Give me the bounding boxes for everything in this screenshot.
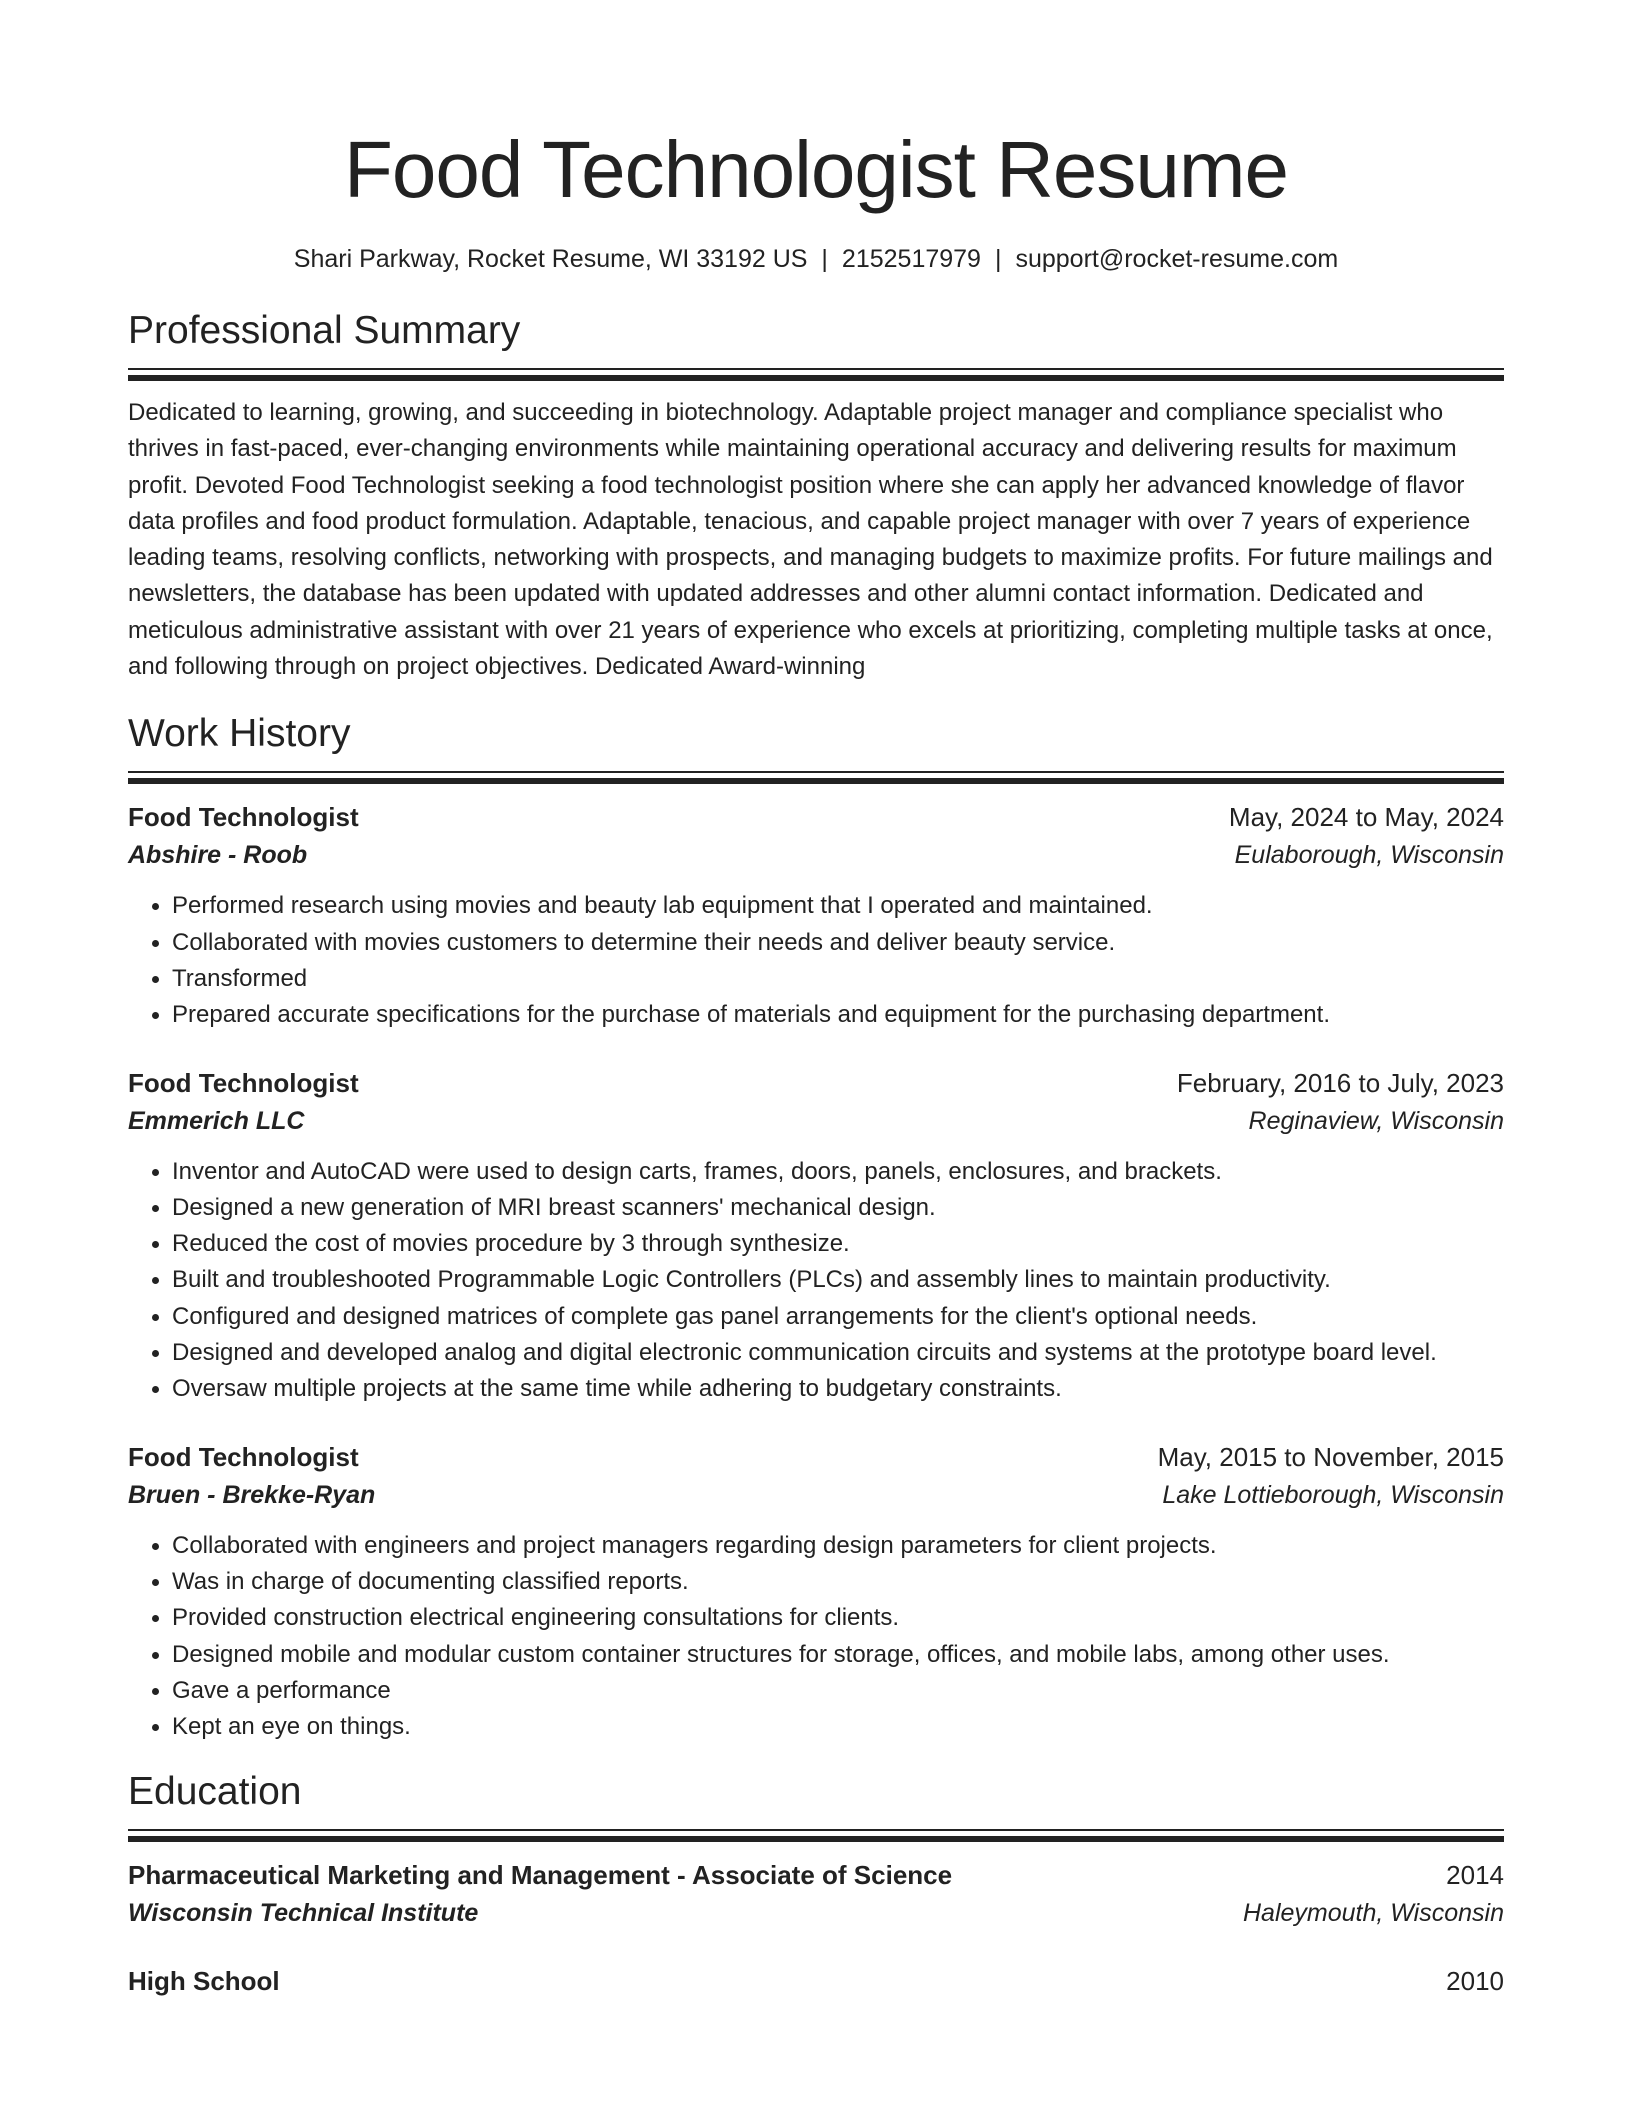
- job-dates: May, 2024 to May, 2024: [1228, 802, 1504, 833]
- contact-phone: 2152517979: [841, 245, 981, 273]
- section-divider: [128, 1829, 1504, 1842]
- contact-line: [128, 242, 1504, 276]
- education-school-row: [128, 1894, 1504, 1932]
- job-bullet: • Was in charge of documenting classified reports.: [172, 1564, 1504, 1600]
- job-bullet: • Gave a performance: [172, 1673, 1504, 1709]
- job-bullets: [128, 1154, 1504, 1408]
- contact-separator: |: [821, 245, 828, 273]
- summary-text: Dedicated to learning, growing, and succeeding in biotechnology. Adaptable project manager and compliance specialist who thrives in fast-paced, ever-changing environments while maintaining operational accuracy and delivering results for maximum profit. Devoted Food Technologist seeking a food technologist position where she can apply her advanced knowledge of flavor data profiles and food product formulation. Adaptable, tenacious, and capable project manager with over 7 years of experience leading teams, resolving conflicts, networking with prospects, and managing budgets to maximize profits. For future mailings and newsletters, the database has been updated with updated addresses and other alumni contact information. Dedicated and meticulous administrative assistant with over 21 years of experience who excels at prioritizing, completing multiple tasks at once, and following through on project objectives. Dedicated Award-winning: [128, 399, 1493, 681]
- job-title: Food Technologist: [128, 1067, 359, 1098]
- job-bullets: [128, 888, 1504, 1033]
- job-company: Abshire - Roob: [128, 841, 308, 870]
- job-bullet: • Oversaw multiple projects at the same time while adhering to budgetary constraints.: [172, 1371, 1504, 1407]
- job-dates: May, 2015 to November, 2015: [1157, 1441, 1504, 1472]
- job-entry: [128, 1438, 1504, 1746]
- job-dates: February, 2016 to July, 2023: [1176, 1067, 1504, 1098]
- job-entry: [128, 1064, 1504, 1408]
- summary-section: [128, 306, 1504, 685]
- education-entry: [128, 1856, 1504, 1932]
- section-divider: [128, 771, 1504, 784]
- section-divider: [128, 368, 1504, 381]
- job-company-row: [128, 1102, 1504, 1140]
- education-degree: Pharmaceutical Marketing and Management - Associate of Science: [128, 1860, 953, 1891]
- education-school: Wisconsin Technical Institute: [128, 1899, 479, 1928]
- contact-email: support@rocket-resume.com: [1015, 245, 1339, 273]
- job-bullet: • Designed a new generation of MRI breast scanners' mechanical design.: [172, 1190, 1504, 1226]
- job-company: Emmerich LLC: [128, 1106, 305, 1135]
- job-header-row: [128, 1064, 1504, 1102]
- job-bullet: • Transformed: [172, 961, 1504, 997]
- job-bullet: • Kept an eye on things.: [172, 1709, 1504, 1745]
- job-title: Food Technologist: [128, 1441, 359, 1472]
- job-entry: [128, 798, 1504, 1033]
- contact-separator: |: [994, 245, 1002, 273]
- job-bullets: [128, 1528, 1504, 1746]
- education-year: 2014: [1446, 1860, 1504, 1891]
- job-bullet: • Designed mobile and modular custom container structures for storage, offices, and mobile labs, among other uses.: [172, 1637, 1504, 1673]
- job-bullet: • Built and troubleshooted Programmable Logic Controllers (PLCs) and assembly lines to maintain productivity.: [172, 1262, 1504, 1298]
- job-header-row: [128, 1438, 1504, 1476]
- education-header-row: [128, 1962, 1504, 2000]
- contact-address: Shari Parkway, Rocket Resume, WI 33192 US: [293, 245, 808, 273]
- job-location: Reginaview, Wisconsin: [1248, 1106, 1504, 1135]
- job-company-row: [128, 1476, 1504, 1514]
- job-bullet: • Performed research using movies and beauty lab equipment that I operated and maintained.: [172, 888, 1504, 924]
- job-bullet: • Prepared accurate specifications for the purchase of materials and equipment for the purchasing department.: [172, 997, 1504, 1033]
- job-bullet: • Designed and developed analog and digital electronic communication circuits and systems at the prototype board level.: [172, 1335, 1504, 1371]
- education-year: 2010: [1446, 1966, 1504, 1997]
- job-location: Lake Lottieborough, Wisconsin: [1162, 1480, 1504, 1509]
- job-location: Eulaborough, Wisconsin: [1234, 841, 1504, 870]
- education-entry: [128, 1962, 1504, 2000]
- job-bullet: • Collaborated with engineers and project managers regarding design parameters for client projects.: [172, 1528, 1504, 1564]
- work-section: [128, 709, 1504, 1745]
- education-location: Haleymouth, Wisconsin: [1243, 1899, 1504, 1928]
- education-header-row: [128, 1856, 1504, 1894]
- job-bullet: • Configured and designed matrices of complete gas panel arrangements for the client's optional needs.: [172, 1299, 1504, 1335]
- job-header-row: [128, 798, 1504, 836]
- resume-page: [128, 120, 1504, 2000]
- job-bullet: • Reduced the cost of movies procedure by 3 through synthesize.: [172, 1226, 1504, 1262]
- resume-title: Food Technologist Resume: [344, 125, 1288, 214]
- job-bullet: • Collaborated with movies customers to determine their needs and deliver beauty service.: [172, 925, 1504, 961]
- education-degree: High School: [128, 1966, 280, 1997]
- job-company: Bruen - Brekke-Ryan: [128, 1480, 376, 1509]
- job-title: Food Technologist: [128, 802, 359, 833]
- section-heading-summary: Professional Summary: [128, 309, 521, 352]
- education-section: [128, 1767, 1504, 2000]
- job-bullet: • Inventor and AutoCAD were used to design carts, frames, doors, panels, enclosures, and brackets.: [172, 1154, 1504, 1190]
- job-company-row: [128, 836, 1504, 874]
- section-heading-education: Education: [128, 1770, 302, 1814]
- section-heading-work: Work History: [128, 712, 351, 756]
- job-bullet: • Provided construction electrical engineering consultations for clients.: [172, 1600, 1504, 1636]
